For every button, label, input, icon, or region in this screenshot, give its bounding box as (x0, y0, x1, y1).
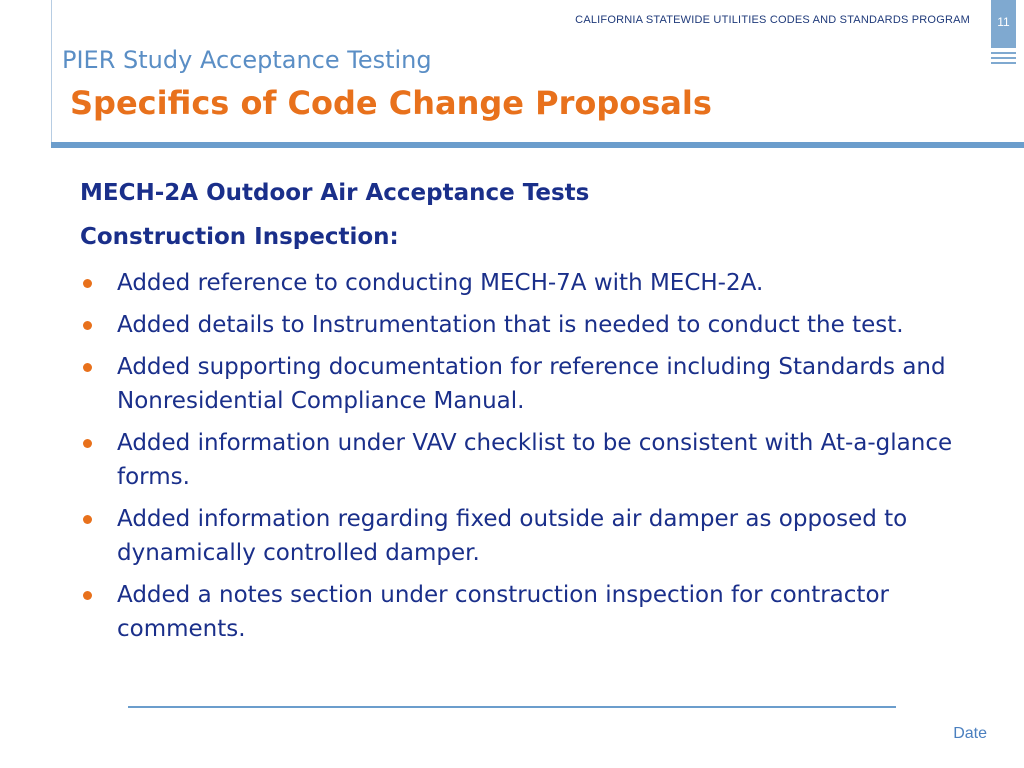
tab-decoration-line (991, 57, 1016, 59)
page-number-tab (991, 0, 1016, 48)
bullet-dot-icon (83, 515, 92, 524)
bullet-item (80, 502, 980, 570)
left-divider-line (51, 0, 52, 142)
bullet-dot-icon (83, 439, 92, 448)
program-name: CALIFORNIA STATEWIDE UTILITIES CODES AND STANDARDS PROGRAM (575, 14, 970, 26)
bullet-text: Added reference to conducting MECH-7A with MECH-2A. (117, 270, 764, 296)
tab-decoration-line (991, 52, 1016, 54)
title-underline (51, 142, 1024, 148)
bullet-text: Added supporting documentation for reference including Standards and Nonresidential Compliance Manual. (117, 354, 946, 414)
section-heading: MECH-2A Outdoor Air Acceptance Tests (80, 180, 590, 206)
slide-subtitle: PIER Study Acceptance Testing (62, 46, 432, 74)
tab-decoration-line (991, 62, 1016, 64)
bullet-dot-icon (83, 279, 92, 288)
bullet-item (80, 426, 980, 494)
bullet-text: Added details to Instrumentation that is needed to conduct the test. (117, 312, 904, 338)
bullet-item (80, 308, 980, 342)
bullet-item (80, 266, 980, 300)
slide-title: Specifics of Code Change Proposals (70, 84, 712, 122)
subsection-heading: Construction Inspection: (80, 224, 399, 250)
page-number: 11 (997, 15, 1010, 29)
bullet-list (80, 266, 980, 646)
bullet-dot-icon (83, 321, 92, 330)
bullet-item (80, 350, 980, 418)
bullet-dot-icon (83, 591, 92, 600)
slide-body (80, 178, 980, 654)
bullet-item (80, 578, 980, 646)
bullet-text: Added information under VAV checklist to be consistent with At-a-glance forms. (117, 430, 953, 490)
bullet-text: Added information regarding fixed outside air damper as opposed to dynamically controlled damper. (117, 506, 908, 566)
bullet-text: Added a notes section under construction inspection for contractor comments. (117, 582, 889, 642)
footer-date: Date (953, 725, 987, 742)
bullet-dot-icon (83, 363, 92, 372)
footer-rule (128, 706, 896, 708)
